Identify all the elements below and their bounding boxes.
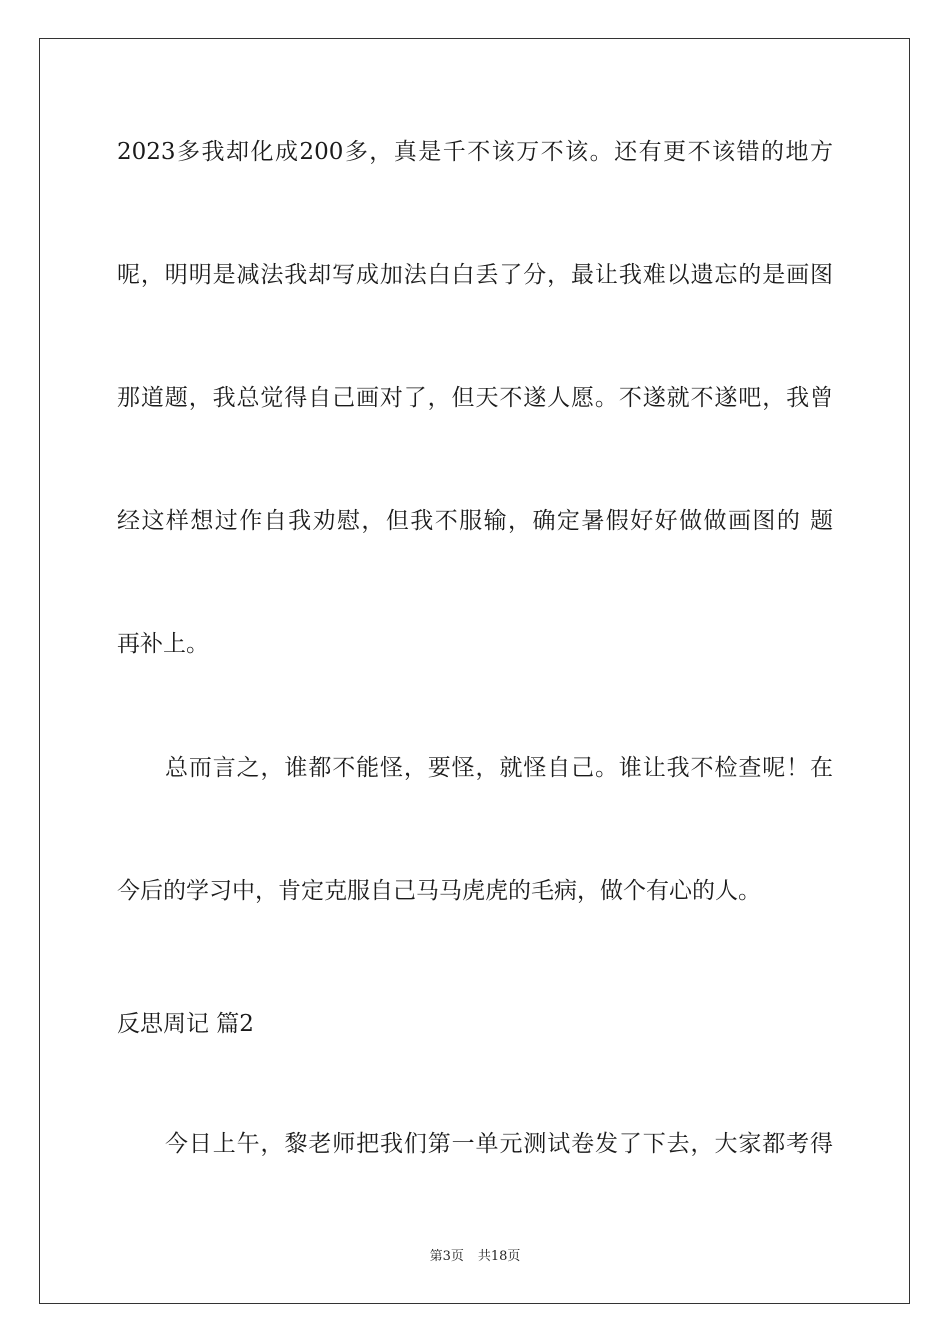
page-total: 共18页 (477, 1249, 521, 1264)
page-border (39, 38, 910, 1304)
paragraph-first-line: 总而言之，谁都不能怪，要怪，就怪自己。谁让我不检查呢！在 (165, 755, 833, 781)
body-text-line: 2023多我却化成200多，真是千不该万不该。还有更不该错的地方 (117, 139, 833, 165)
body-text-line: 今后的学习中，肯定克服自己马马虎虎的毛病，做个有心的人。 (117, 878, 761, 904)
body-text-line: 那道题，我总觉得自己画对了，但天不遂人愿。不遂就不遂吧，我曾 (117, 385, 833, 411)
page-number: 第3页 (429, 1249, 464, 1264)
body-text-line: 再补上。 (117, 631, 209, 657)
section-heading: 反思周记 篇2 (117, 1011, 254, 1037)
body-text-line: 呢，明明是减法我却写成加法白白丢了分，最让我难以遗忘的是画图 (117, 262, 833, 288)
page-footer (0, 1248, 950, 1266)
body-text-line: 经这样想过作自我劝慰，但我不服输，确定暑假好好做做画图的 题 (117, 508, 833, 534)
paragraph-first-line: 今日上午，黎老师把我们第一单元测试卷发了下去，大家都考得 (165, 1131, 833, 1157)
